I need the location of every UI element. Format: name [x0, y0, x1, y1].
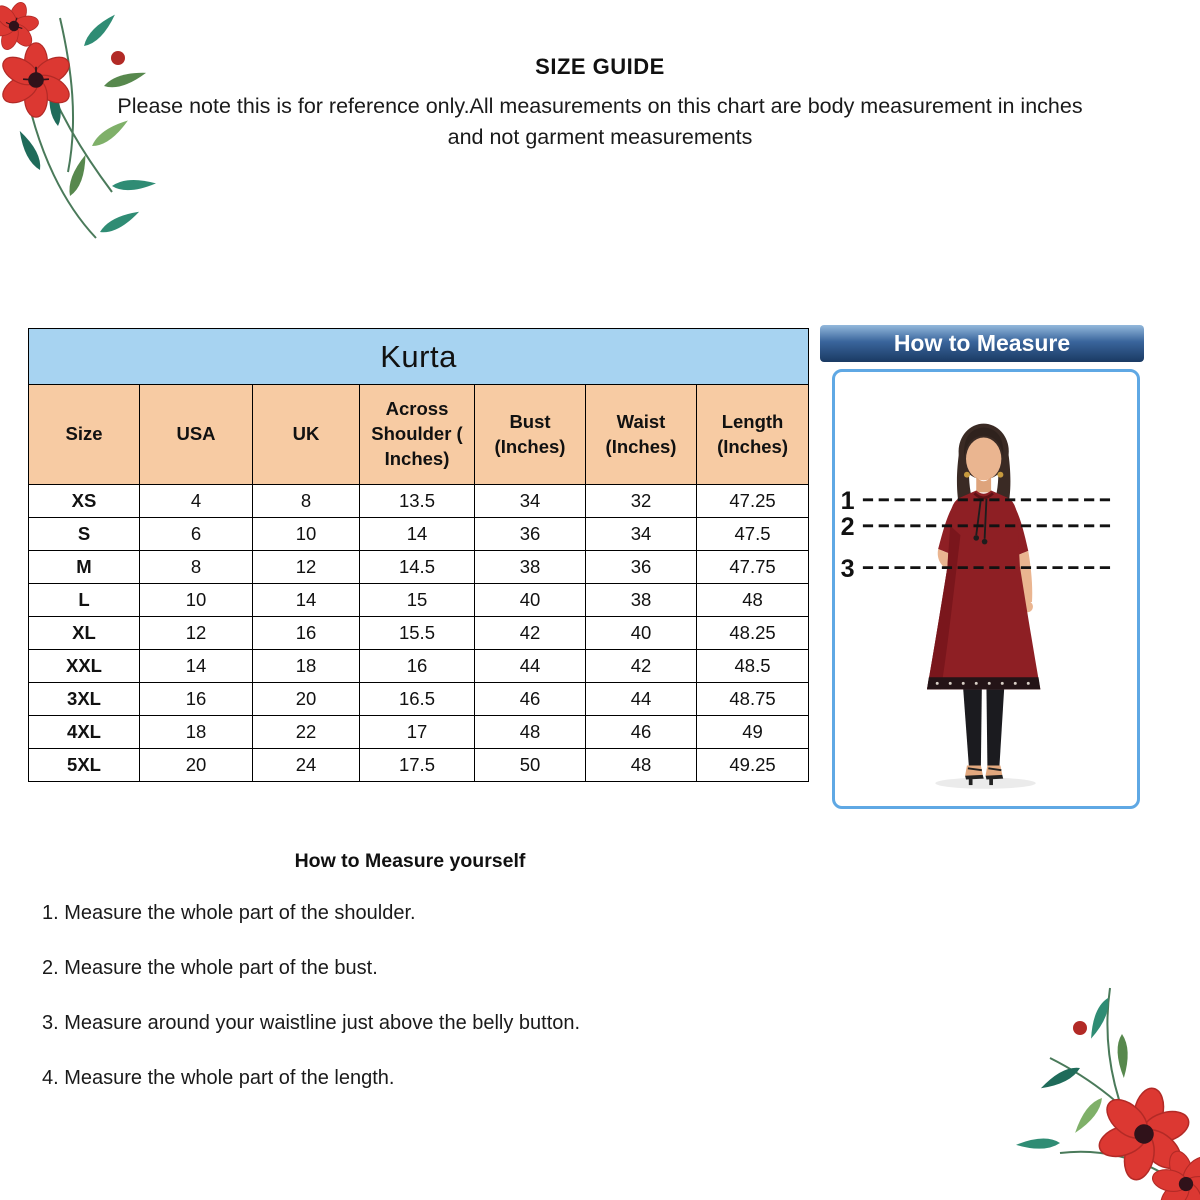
column-header-2: UK — [253, 385, 360, 485]
size-cell: XL — [29, 617, 140, 650]
value-cell: 32 — [586, 485, 697, 518]
table-row — [29, 650, 809, 683]
measure-marker-2: 2 — [840, 513, 855, 542]
size-cell: XS — [29, 485, 140, 518]
value-cell: 44 — [475, 650, 586, 683]
value-cell: 34 — [475, 485, 586, 518]
measure-marker-1: 1 — [840, 487, 855, 516]
size-table — [28, 328, 808, 782]
size-table-body — [29, 485, 809, 782]
value-cell: 42 — [586, 650, 697, 683]
value-cell: 40 — [475, 584, 586, 617]
table-row — [29, 716, 809, 749]
table-row — [29, 551, 809, 584]
column-header-0: Size — [29, 385, 140, 485]
value-cell: 16 — [360, 650, 475, 683]
instructions-title: How to Measure yourself — [294, 850, 526, 872]
value-cell: 18 — [253, 650, 360, 683]
value-cell: 47.5 — [697, 518, 809, 551]
value-cell: 14.5 — [360, 551, 475, 584]
page-subtitle: Please note this is for reference only.All measurements on this chart are body measurement in inches and not garment measurements — [117, 94, 1083, 150]
table-title-row — [29, 329, 809, 385]
value-cell: 48.25 — [697, 617, 809, 650]
value-cell: 14 — [360, 518, 475, 551]
value-cell: 36 — [586, 551, 697, 584]
value-cell: 8 — [253, 485, 360, 518]
value-cell: 49.25 — [697, 749, 809, 782]
value-cell: 16.5 — [360, 683, 475, 716]
value-cell: 40 — [586, 617, 697, 650]
instruction-item: 1. Measure the whole part of the shoulder. — [42, 902, 416, 924]
column-header-1: USA — [140, 385, 253, 485]
value-cell: 34 — [586, 518, 697, 551]
size-cell: 3XL — [29, 683, 140, 716]
value-cell: 14 — [140, 650, 253, 683]
value-cell: 10 — [253, 518, 360, 551]
value-cell: 48 — [697, 584, 809, 617]
value-cell: 4 — [140, 485, 253, 518]
size-cell: XXL — [29, 650, 140, 683]
value-cell: 48.5 — [697, 650, 809, 683]
table-header-row — [29, 385, 809, 485]
size-cell: 5XL — [29, 749, 140, 782]
value-cell: 15.5 — [360, 617, 475, 650]
value-cell: 16 — [253, 617, 360, 650]
size-cell: S — [29, 518, 140, 551]
value-cell: 17.5 — [360, 749, 475, 782]
value-cell: 49 — [697, 716, 809, 749]
value-cell: 20 — [253, 683, 360, 716]
table-row — [29, 518, 809, 551]
instruction-item: 4. Measure the whole part of the length. — [42, 1067, 395, 1089]
value-cell: 10 — [140, 584, 253, 617]
instruction-item: 3. Measure around your waistline just above the belly button. — [42, 1012, 581, 1034]
column-header-4: Bust (Inches) — [475, 385, 586, 485]
value-cell: 15 — [360, 584, 475, 617]
value-cell: 48 — [475, 716, 586, 749]
value-cell: 17 — [360, 716, 475, 749]
value-cell: 13.5 — [360, 485, 475, 518]
value-cell: 8 — [140, 551, 253, 584]
size-cell: M — [29, 551, 140, 584]
model-illustration — [835, 372, 1137, 806]
value-cell: 42 — [475, 617, 586, 650]
page-title: SIZE GUIDE — [535, 54, 665, 79]
value-cell: 46 — [586, 716, 697, 749]
value-cell: 36 — [475, 518, 586, 551]
value-cell: 47.75 — [697, 551, 809, 584]
column-header-5: Waist (Inches) — [586, 385, 697, 485]
value-cell: 12 — [253, 551, 360, 584]
value-cell: 24 — [253, 749, 360, 782]
value-cell: 22 — [253, 716, 360, 749]
table-title: Kurta — [29, 329, 809, 385]
value-cell: 18 — [140, 716, 253, 749]
value-cell: 14 — [253, 584, 360, 617]
value-cell: 48 — [586, 749, 697, 782]
size-cell: L — [29, 584, 140, 617]
value-cell: 38 — [586, 584, 697, 617]
size-cell: 4XL — [29, 716, 140, 749]
instructions-list — [42, 901, 802, 1121]
size-chart — [28, 328, 809, 782]
value-cell: 50 — [475, 749, 586, 782]
value-cell: 47.25 — [697, 485, 809, 518]
how-to-measure-header: How to Measure — [820, 325, 1144, 362]
value-cell: 20 — [140, 749, 253, 782]
value-cell: 46 — [475, 683, 586, 716]
value-cell: 48.75 — [697, 683, 809, 716]
instruction-item: 2. Measure the whole part of the bust. — [42, 957, 378, 979]
value-cell: 6 — [140, 518, 253, 551]
measure-illustration-box — [832, 369, 1140, 809]
table-row — [29, 683, 809, 716]
value-cell: 12 — [140, 617, 253, 650]
measure-marker-3: 3 — [840, 554, 855, 583]
column-header-3: Across Shoulder ( Inches) — [360, 385, 475, 485]
column-header-6: Length (Inches) — [697, 385, 809, 485]
table-row — [29, 584, 809, 617]
value-cell: 16 — [140, 683, 253, 716]
value-cell: 38 — [475, 551, 586, 584]
how-to-measure-panel — [820, 325, 1144, 809]
table-row — [29, 749, 809, 782]
floral-decoration-bottom-right — [930, 938, 1200, 1200]
table-row — [29, 485, 809, 518]
table-row — [29, 617, 809, 650]
value-cell: 44 — [586, 683, 697, 716]
